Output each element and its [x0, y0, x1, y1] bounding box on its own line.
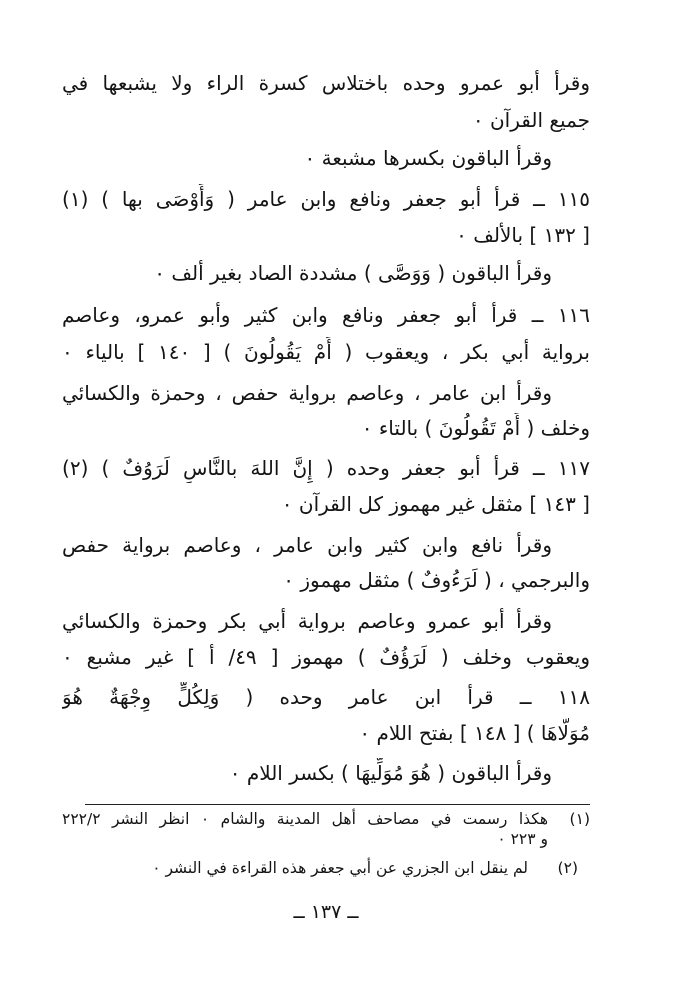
footnote-2-marker: (٢)	[557, 859, 578, 877]
text-line-17: ١١٨ ــ قرأ ابن عامر وحده ( وَلِكُلٍّ وِجْهَةٌ هُوَ	[62, 685, 590, 709]
text-line-8: برواية أبي بكر ، ويعقوب ( أَمْ يَقُولُونَ ) [ ١٤٠ ] بالياء ٠	[62, 340, 590, 364]
text-line-4: ١١٥ ــ قرأ أبو جعفر ونافع وابن عامر ( وَأَوْصَى بها ) (١)	[62, 187, 590, 211]
text-line-6: وقرأ الباقون ( وَوَصَّى ) مشددة الصاد بغير ألف ٠	[154, 261, 552, 285]
page-number: ــ ١٣٧ ــ	[293, 901, 359, 923]
book-page	[62, 60, 590, 960]
footnote-divider	[85, 804, 590, 805]
text-line-11: ١١٧ ــ قرأ أبو جعفر وحده ( إِنَّ اللهَ بالنَّاسِ لَرَوُفٌ ) (٢)	[62, 456, 590, 480]
text-line-13: وقرأ نافع وابن كثير وابن عامر ، وعاصم برواية حفص	[62, 533, 552, 557]
text-line-2: جميع القرآن ٠	[472, 108, 590, 132]
text-line-16: ويعقوب وخلف ( لَرَؤُفٌ ) مهموز [ ٤٩/ أ ] غير مشبع ٠	[62, 645, 590, 669]
text-line-12: [ ١٤٣ ] مثقل غير مهموز كل القرآن ٠	[281, 492, 590, 516]
text-line-10: وخلف ( أَمْ تَقُولُونَ ) بالتاء ٠	[361, 416, 590, 440]
text-line-1: وقرأ أبو عمرو وحده باختلاس كسرة الراء ولا يشبعها في	[62, 71, 590, 95]
footnote-1-marker: (١)	[569, 810, 590, 828]
text-line-19: وقرأ الباقون ( هُوَ مُوَلِّيهَا ) بكسر اللام ٠	[229, 761, 552, 785]
footnote-2-text: لم ينقل ابن الجزري عن أبي جعفر هذه القراءة في النشر ٠	[152, 859, 528, 877]
footnote-2	[62, 857, 590, 879]
text-line-7: ١١٦ ــ قرأ أبو جعفر ونافع وابن كثير وأبو عمرو، وعاصم	[62, 303, 590, 327]
footnote-1-text: هكذا رسمت في مصاحف أهل المدينة والشام ٠ انظر النشر ٢٢٢/٢	[62, 810, 548, 828]
text-line-3: وقرأ الباقون بكسرها مشبعة ٠	[304, 146, 552, 170]
text-line-14: والبرجمي ، ( لَرَءُوفٌ ) مثقل مهموز ٠	[283, 568, 590, 592]
text-line-18: مُوَلَّاهَا ) [ ١٤٨ ] بفتح اللام ٠	[359, 721, 590, 745]
text-line-15: وقرأ أبو عمرو وعاصم برواية أبي بكر وحمزة والكسائي	[62, 609, 552, 633]
footnote-1-line-1	[62, 808, 590, 830]
text-line-5: [ ١٣٢ ] بالألف ٠	[456, 223, 590, 247]
text-line-9: وقرأ ابن عامر ، وعاصم برواية حفص ، وحمزة والكسائي	[62, 381, 552, 405]
footnote-1-line-2: و ٢٢٣ ٠	[497, 830, 548, 848]
